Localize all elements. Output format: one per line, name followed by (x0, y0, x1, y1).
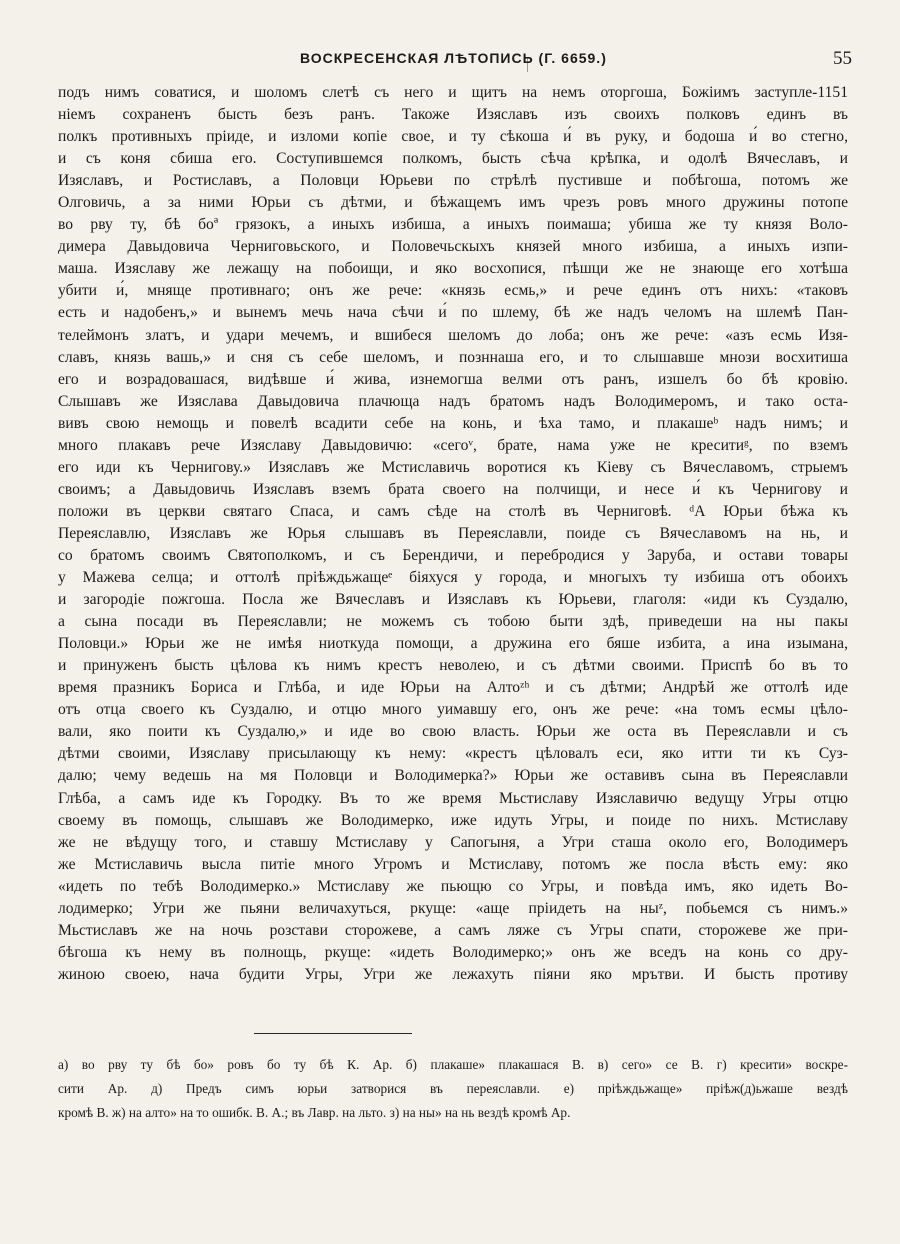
text-line: подъ нимъ соватися, и шоломъ слетѣ съ него и щитъ на немъ оторгоша, Божіимъ заступле-1151 (58, 84, 848, 101)
text-line: убити и́, мняще противнаго; онъ же рече: «князь есмь,» и рече единъ отъ нихъ: «таковъ (58, 282, 848, 300)
text-line: же не вѣдущу того, и ставшу Мстиславу у Сапогыня, а Угри сташа около его, Володимеръ (58, 833, 848, 851)
page-number: 55 (833, 48, 852, 69)
text-line: и загородіе пожгоша. Посла же Вячеславъ и Изяславъ къ Юрьеви, глаголя: «иди къ Суздалю, (58, 591, 848, 609)
text-line: Глѣба, а самъ иде къ Городку. Въ то же время Мьстиславу Изяславичю ведущу Угры отцю (58, 789, 848, 807)
text-line: телеймонъ златъ, и удари мечемъ, и вшибеся шеломъ до лоба; онъ же рече: «азъ есмь Изя- (58, 326, 848, 344)
text-line: отъ отца своего къ Суздалю, и отцю много уимавшу его, онъ же рече: «на томъ есмы цѣло- (58, 701, 848, 719)
text-line: со братомъ своимъ Святополкомъ, и съ Берендичи, и перебродися у Заруба, и остави товары (58, 546, 848, 564)
running-title: ВОСКРЕСЕНСКАЯ ЛѢТОПИСЬ (Г. 6659.) (300, 50, 607, 66)
text-line: «идеть по тебѣ Володимерко.» Мстиславу же пьющю со Угры, и повѣда имъ, яко идеть Во- (58, 877, 848, 895)
text-line: своимъ; а Давыдовичь Изяславъ вземъ брата своего на полчищи, и несе и́ къ Чернигову и (58, 480, 848, 498)
chronicle-text (58, 82, 848, 986)
text-line: лодимерко; Угри же пьяни величахуться, ркуще: «аще пріидеть на ныᶻ, побьемся съ нимъ.» (58, 899, 848, 917)
text-line: положи въ церкви святаго Спаса, и самъ сѣде на столѣ въ Черниговѣ. ᵈА Юрьи бѣжа къ (58, 502, 848, 520)
text-line: у Мажева селца; и оттолѣ пріѣждьжащеᵉ біяхуся у города, и многыхъ ту избиша отъ обоихъ (58, 569, 848, 587)
text-line: дѣтми своими, Изяславу присылающу къ нему: «крестъ цѣловалъ еси, яко итти ти къ Суз- (58, 745, 848, 763)
footnote-line: кромѣ В. ж) на алто» на то ошибк. В. А.; въ Лавр. на льто. з) на ны» на нь вездѣ кромѣ Ар. (58, 1105, 571, 1120)
text-line: его и возрадовашася, видѣвше и́ жива, изнемогша велми отъ ранъ, изшелъ бо бѣ кровію. (58, 370, 848, 388)
text-line: Переяславлю, Изяславъ же Юрья слышавъ въ Переяславли, поиде съ Вячеславомъ на нь, и (58, 524, 848, 542)
text-line: Слышавъ же Изяслава Давыдовича плачюща надъ братомъ надъ Володимеромъ, и тако оста- (58, 392, 848, 410)
text-line: маша. Изяславу же лежащу на побоищи, и яко восхопися, пѣшци же не знающе его хотѣша (58, 260, 848, 278)
text-line: бѣгоша къ нему въ полнощь, ркуще: «идеть Володимерко;» онъ же вседъ на конь со дру- (58, 943, 848, 961)
text-line: Олговичь, а за ними Юрьи съ дѣтми, и бѣжащемъ имъ чрезъ ровъ много дружины потопе (58, 194, 848, 212)
text-line: вали, яко поити къ Суздалю,» и иде во свою власть. Юрьи же оста въ Переяславли и съ (58, 723, 848, 741)
text-line: и съ коня сбиша его. Соступившемся полкомъ, бысть сѣча крѣпка, и одолѣ Вячеславъ, и (58, 150, 848, 168)
text-line: много плакавъ рече Изяславу Давыдовичю: «сегоᵛ, брате, нама уже не креситиᵍ, по вземъ (58, 436, 848, 454)
page-header (0, 50, 900, 72)
text-line: своему въ помощь, слышавъ же Володимерко, иже идуть Угры, и поиде по нихъ. Мстиславу (58, 811, 848, 829)
footnotes (58, 1053, 848, 1125)
text-line: его иди къ Чернигову.» Изяславъ же Мстиславичь воротися къ Кіеву съ Вячеславомъ, стрыемъ (58, 458, 848, 476)
text-line: Мьстиславъ же на ночь розстави сторожеве, а самъ ляже съ Угры спати, сторожеве же при- (58, 921, 848, 939)
text-line: и принуженъ бысть цѣлова къ нимъ крестъ неволею, и съ дѣтми своими. Приспѣ бо въ то (58, 657, 848, 675)
text-line: Изяславъ, и Ростиславъ, а Половци Юрьеви по стрѣлѣ пустивше и побѣгоша, потомъ же (58, 172, 848, 190)
footnote-separator (254, 1033, 412, 1034)
text-line: во рву ту, бѣ боª грязокъ, а иныхъ избиша, а иныхъ поимаша; убиша же ту князя Воло- (58, 216, 848, 234)
text-line: полкъ противныхъ пріиде, и изломи копіе свое, и ту сѣкоша и́ въ руку, и бодоша и́ во стегно, (58, 128, 848, 146)
text-line: время празникъ Бориса и Глѣба, и иде Юрьи на Алтоᶻʰ и съ дѣтми; Андрѣй же оттолѣ иде (58, 679, 848, 697)
text-line: ніемъ сохраненъ бысть безъ ранъ. Такоже Изяславъ изъ своихъ полковъ единъ въ (58, 106, 848, 124)
text-line: далю; чему ведешь на мя Половци и Володимерка?» Юрьи же оставивъ сына въ Переяславли (58, 767, 848, 785)
text-line: Половци.» Юрьи же не имѣя ниоткуда помощи, а дружина его бяше избита, а ина изымана, (58, 635, 848, 653)
text-line: димера Давыдовича Черниговьского, и Половечьскыхъ князей много избиша, а иныхъ изпи- (58, 238, 848, 256)
text-line: а сына посади въ Переяславли; не можемъ съ тобою быти здѣ, приведеши на ны пакы (58, 613, 848, 631)
text-line: славъ, князь вашь,» и сня съ себе шеломъ, и позннаша его, и то слышавше мнози восхитиша (58, 348, 848, 366)
footnote-line: сити Ар. д) Предъ симъ юрьи затворися въ переяславли. е) пріѣждьжаще» пріѣж(д)ьжаше вездѣ (58, 1081, 848, 1096)
footnote-line: а) во рву ту бѣ бо» ровъ бо ту бѣ К. Ар. б) плакаше» плакашася В. в) сего» се В. г) кресити» воскре- (58, 1057, 848, 1072)
text-line: же Мстиславичь высла питіе много Угромъ и Мстиславу, потомъ же посла вѣсть ему: яко (58, 855, 848, 873)
text-line: есть и надобенъ,» и вынемъ мечь нача сѣчи и́ по шлему, бѣ же надъ челомъ на шлемѣ Пан- (58, 304, 848, 322)
text-line: жиною своею, нача будити Угры, Угри же лежахуть піяни яко мрътви. И бысть противу (58, 965, 848, 983)
text-line: вивъ свою немощь и повелѣ всадити себе на конь, и ѣха тамо, и плакашеᵇ надъ нимъ; и (58, 414, 848, 432)
